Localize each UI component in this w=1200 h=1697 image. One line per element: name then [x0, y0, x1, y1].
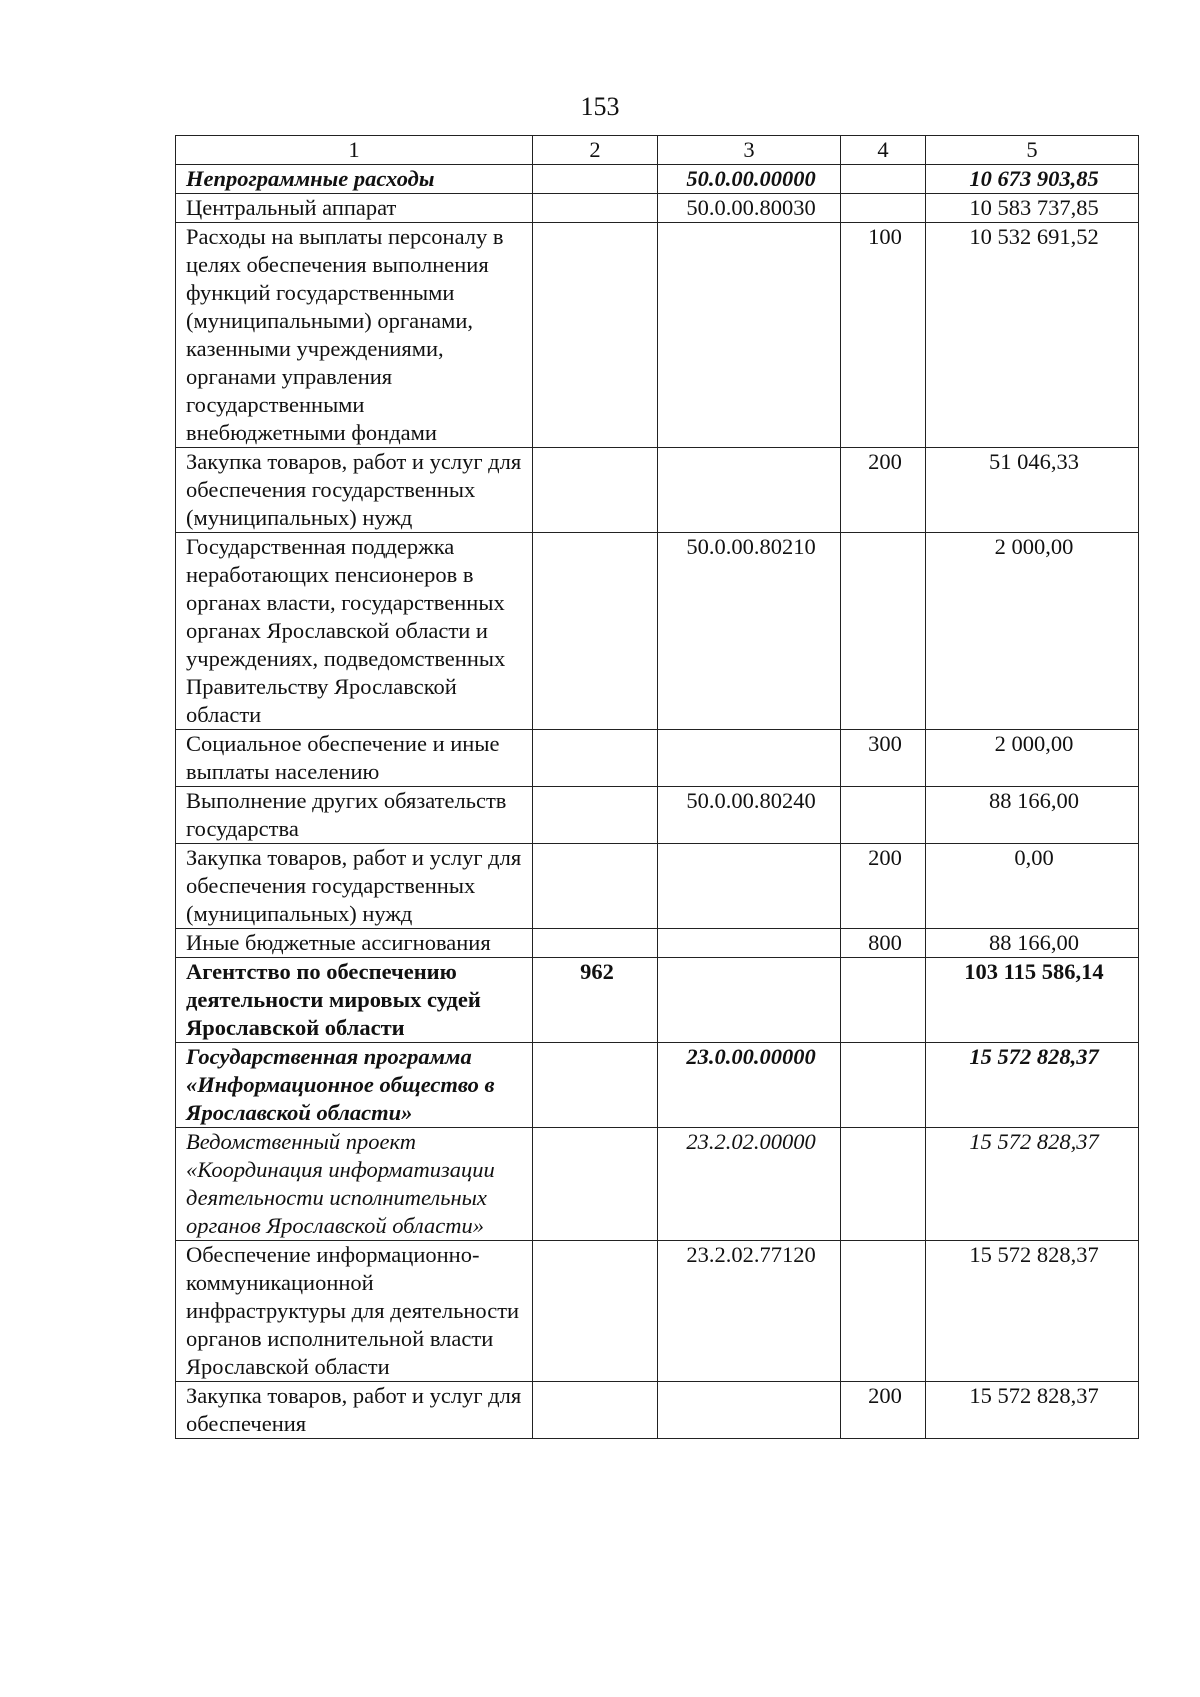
row-sum-cell: 2 000,00 [926, 533, 1139, 730]
table-row [176, 1382, 1139, 1439]
row-name-cell: Непрограммные расходы [176, 165, 533, 194]
row-sum-cell: 0,00 [926, 844, 1139, 929]
row-vr-cell: 300 [841, 730, 926, 787]
row-grbs-cell: 962 [533, 958, 658, 1043]
row-vr-cell: 100 [841, 223, 926, 448]
row-name-cell: Закупка товаров, работ и услуг для обеспечения государственных (муниципальных) нужд [176, 844, 533, 929]
row-name-cell: Государственная программа «Информационное общество в Ярославской области» [176, 1043, 533, 1128]
row-sum-cell: 2 000,00 [926, 730, 1139, 787]
header-col-1: 1 [176, 136, 533, 165]
row-name-cell: Закупка товаров, работ и услуг для обеспечения государственных (муниципальных) нужд [176, 448, 533, 533]
row-grbs-cell [533, 223, 658, 448]
header-col-3: 3 [658, 136, 841, 165]
row-name-cell: Расходы на выплаты персоналу в целях обеспечения выполнения функций государственными (муниципальными) органами, казенными учреждениями, органами управления государственными внебюджетными фондами [176, 223, 533, 448]
row-code-cell: 50.0.00.80030 [658, 194, 841, 223]
row-vr-cell: 800 [841, 929, 926, 958]
table-row [176, 223, 1139, 448]
row-vr-cell [841, 194, 926, 223]
row-sum-cell: 15 572 828,37 [926, 1382, 1139, 1439]
row-name-cell: Обеспечение информационно-коммуникационной инфраструктуры для деятельности органов исполнительной власти Ярославской области [176, 1241, 533, 1382]
header-col-5: 5 [926, 136, 1139, 165]
row-code-cell [658, 958, 841, 1043]
table-row [176, 448, 1139, 533]
row-code-cell [658, 1382, 841, 1439]
table-body [176, 165, 1139, 1439]
row-sum-cell: 15 572 828,37 [926, 1128, 1139, 1241]
table-row [176, 165, 1139, 194]
row-grbs-cell [533, 165, 658, 194]
row-grbs-cell [533, 448, 658, 533]
table-row [176, 730, 1139, 787]
row-sum-cell: 88 166,00 [926, 787, 1139, 844]
row-name-cell: Выполнение других обязательств государства [176, 787, 533, 844]
row-name-cell: Иные бюджетные ассигнования [176, 929, 533, 958]
row-code-cell: 23.2.02.00000 [658, 1128, 841, 1241]
table-row [176, 1241, 1139, 1382]
table-row [176, 787, 1139, 844]
row-grbs-cell [533, 1043, 658, 1128]
row-name-cell: Агентство по обеспечению деятельности мировых судей Ярославской области [176, 958, 533, 1043]
row-code-cell [658, 730, 841, 787]
table-header-row [176, 136, 1139, 165]
row-grbs-cell [533, 1128, 658, 1241]
row-vr-cell [841, 533, 926, 730]
budget-table [175, 135, 1139, 1439]
row-name-cell: Ведомственный проект «Координация информатизации деятельности исполнительных органов Ярославской области» [176, 1128, 533, 1241]
row-grbs-cell [533, 929, 658, 958]
row-grbs-cell [533, 1382, 658, 1439]
row-grbs-cell [533, 533, 658, 730]
row-grbs-cell [533, 1241, 658, 1382]
row-code-cell [658, 223, 841, 448]
row-sum-cell: 103 115 586,14 [926, 958, 1139, 1043]
table-row [176, 194, 1139, 223]
row-grbs-cell [533, 730, 658, 787]
row-sum-cell: 15 572 828,37 [926, 1043, 1139, 1128]
row-sum-cell: 10 583 737,85 [926, 194, 1139, 223]
table-row [176, 958, 1139, 1043]
row-sum-cell: 15 572 828,37 [926, 1241, 1139, 1382]
row-code-cell: 50.0.00.80240 [658, 787, 841, 844]
row-sum-cell: 10 673 903,85 [926, 165, 1139, 194]
row-vr-cell [841, 958, 926, 1043]
row-sum-cell: 10 532 691,52 [926, 223, 1139, 448]
row-code-cell [658, 448, 841, 533]
row-vr-cell [841, 787, 926, 844]
header-col-4: 4 [841, 136, 926, 165]
page-number: 153 [580, 92, 620, 121]
table-row [176, 844, 1139, 929]
row-vr-cell: 200 [841, 448, 926, 533]
row-code-cell: 23.0.00.00000 [658, 1043, 841, 1128]
row-code-cell [658, 844, 841, 929]
row-vr-cell: 200 [841, 844, 926, 929]
table-row [176, 929, 1139, 958]
row-name-cell: Государственная поддержка неработающих пенсионеров в органах власти, государственных органах Ярославской области и учреждениях, подведомственных Правительству Ярославской области [176, 533, 533, 730]
row-grbs-cell [533, 844, 658, 929]
row-grbs-cell [533, 787, 658, 844]
row-sum-cell: 51 046,33 [926, 448, 1139, 533]
row-vr-cell [841, 165, 926, 194]
row-vr-cell: 200 [841, 1382, 926, 1439]
row-name-cell: Закупка товаров, работ и услуг для обеспечения [176, 1382, 533, 1439]
row-code-cell: 23.2.02.77120 [658, 1241, 841, 1382]
row-sum-cell: 88 166,00 [926, 929, 1139, 958]
row-vr-cell [841, 1043, 926, 1128]
row-vr-cell [841, 1128, 926, 1241]
row-code-cell: 50.0.00.80210 [658, 533, 841, 730]
table-row [176, 1043, 1139, 1128]
row-code-cell: 50.0.00.00000 [658, 165, 841, 194]
table-row [176, 533, 1139, 730]
table-row [176, 1128, 1139, 1241]
row-grbs-cell [533, 194, 658, 223]
row-name-cell: Центральный аппарат [176, 194, 533, 223]
row-name-cell: Социальное обеспечение и иные выплаты населению [176, 730, 533, 787]
header-col-2: 2 [533, 136, 658, 165]
row-code-cell [658, 929, 841, 958]
row-vr-cell [841, 1241, 926, 1382]
